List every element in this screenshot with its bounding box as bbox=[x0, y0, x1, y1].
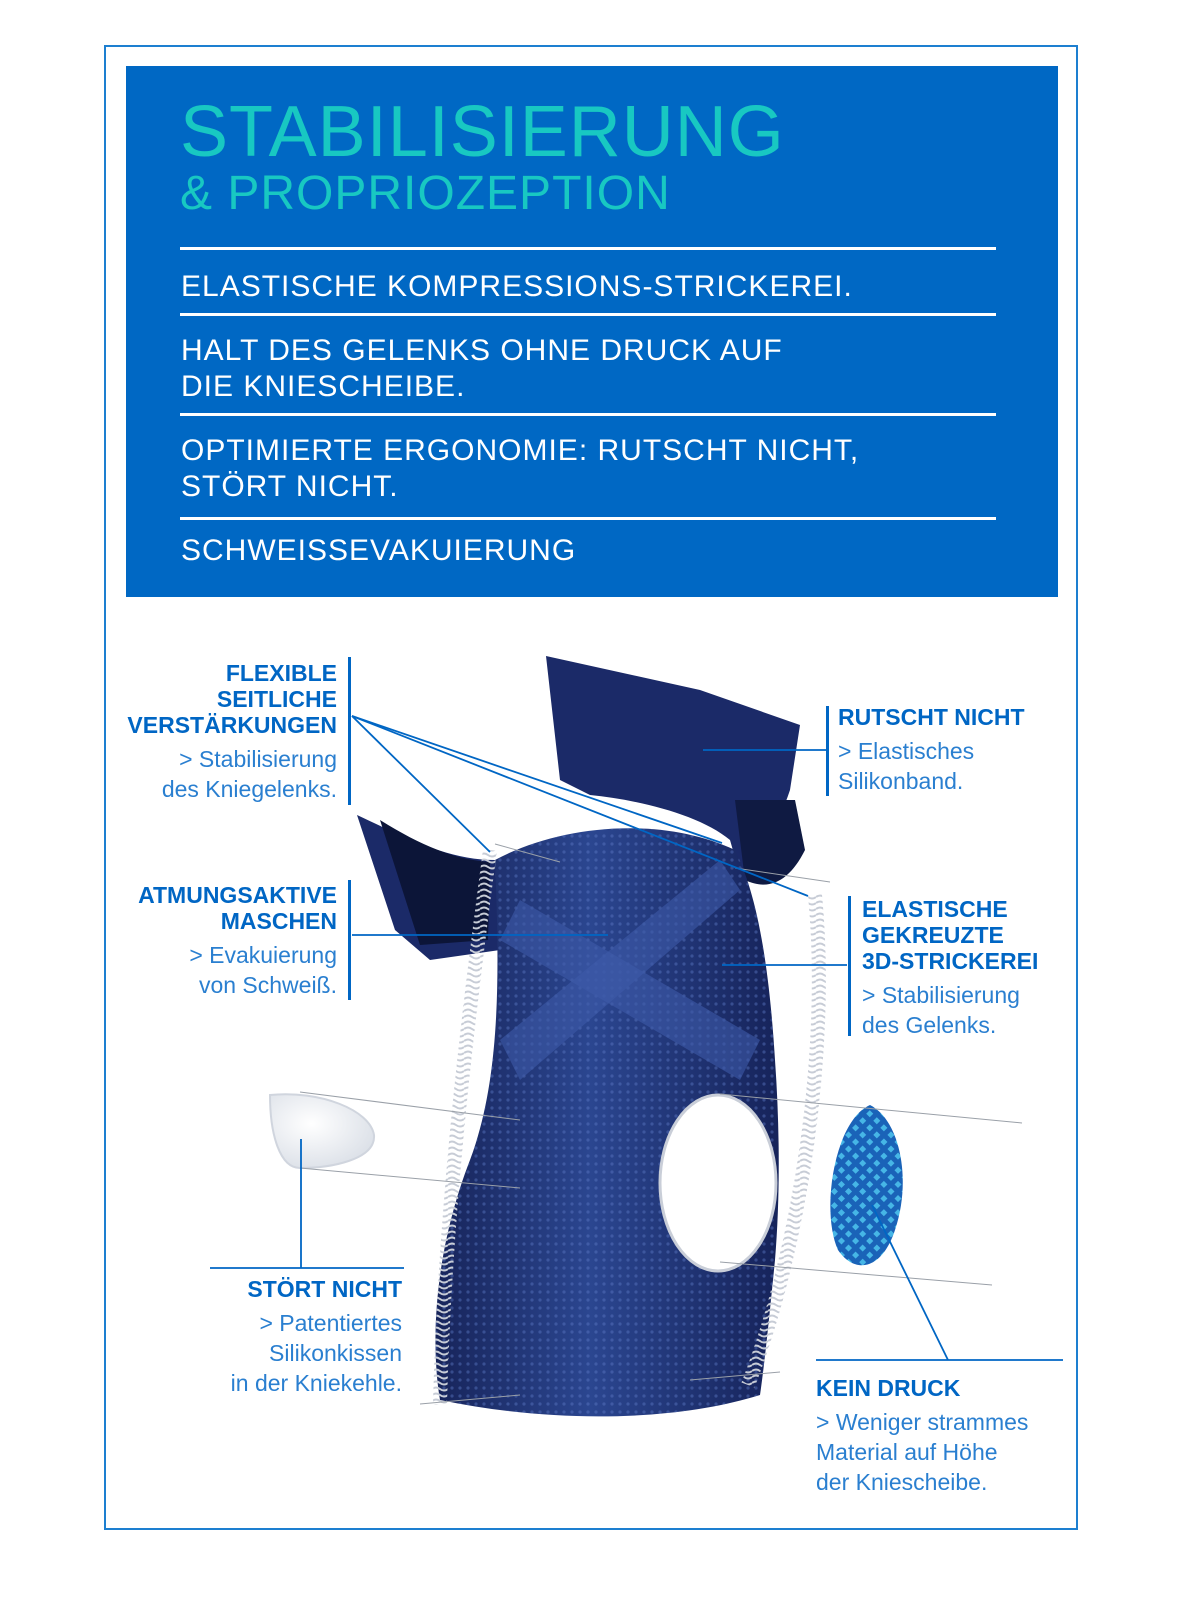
callout-druck bbox=[816, 1375, 1076, 1497]
callout-description: > Patentiertes Silikonkissen in der Kniekehle. bbox=[230, 1310, 402, 1396]
page-subtitle: & PROPRIOZEPTION bbox=[180, 167, 671, 220]
callout-atmung bbox=[97, 882, 337, 1000]
callout-description: > Stabilisierung des Gelenks. bbox=[862, 982, 1020, 1038]
callout-title: STÖRT NICHT bbox=[247, 1276, 402, 1302]
feature-item: HALT DES GELENKS OHNE DRUCK AUF DIE KNIESCHEIBE. bbox=[181, 334, 783, 403]
callout-title: RUTSCHT NICHT bbox=[838, 704, 1025, 730]
callout-description: > Elastisches Silikonband. bbox=[838, 738, 975, 794]
callout-flexible bbox=[97, 660, 337, 804]
callout-title: FLEXIBLE SEITLICHE VERSTÄRKUNGEN bbox=[127, 660, 337, 738]
callout-title: KEIN DRUCK bbox=[816, 1375, 961, 1401]
callout-elastische bbox=[862, 896, 1082, 1040]
callout-rutscht bbox=[838, 704, 1078, 796]
callout-description: > Weniger strammes Material auf Höhe der Kniescheibe. bbox=[816, 1409, 1029, 1495]
callout-bar bbox=[848, 896, 851, 1036]
callout-title: ATMUNGSAKTIVE MASCHEN bbox=[138, 882, 337, 934]
callout-description: > Stabilisierung des Kniegelenks. bbox=[161, 746, 337, 802]
callout-description: > Evakuierung von Schweiß. bbox=[189, 942, 337, 998]
feature-item: ELASTISCHE KOMPRESSIONS-STRICKEREI. bbox=[181, 270, 853, 303]
callout-bar bbox=[348, 657, 351, 805]
callout-title: ELASTISCHE GEKREUZTE 3D-STRICKEREI bbox=[862, 896, 1039, 974]
page-title: STABILISIERUNG bbox=[180, 92, 785, 172]
silicone-cushion bbox=[270, 1094, 374, 1168]
patella-pad bbox=[830, 1105, 902, 1265]
feature-item: SCHWEISSEVAKUIERUNG bbox=[181, 534, 577, 567]
callout-bar bbox=[348, 880, 351, 1000]
feature-item: OPTIMIERTE ERGONOMIE: RUTSCHT NICHT, STÖRT NICHT. bbox=[181, 434, 860, 503]
callout-stoert bbox=[162, 1276, 402, 1398]
callout-bar bbox=[826, 706, 829, 796]
